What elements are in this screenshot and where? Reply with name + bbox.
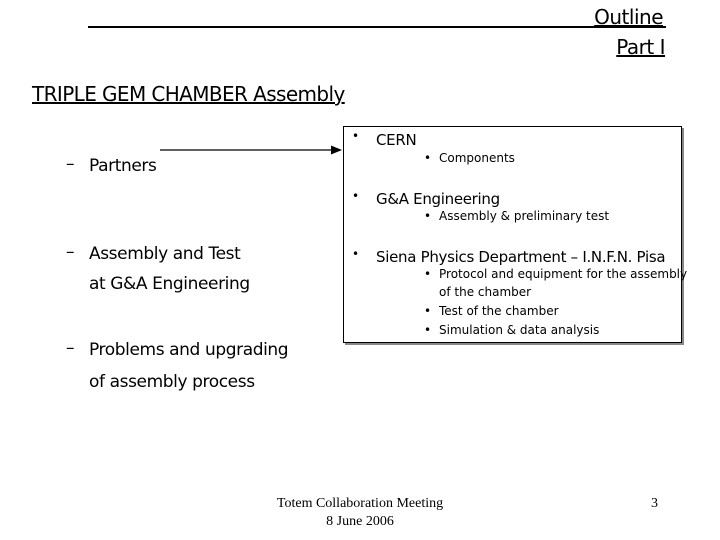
partner-siena-detail-3: Simulation & data analysis: [439, 323, 600, 337]
partner-ga: G&A Engineering: [376, 190, 500, 208]
item-partners: Partners: [89, 156, 157, 176]
footer-meeting: Totem Collaboration Meeting: [276, 496, 444, 511]
page-number: 3: [651, 496, 658, 511]
bullet-siena-detail-1: •: [424, 267, 432, 281]
partner-siena-detail-2: Test of the chamber: [439, 304, 559, 318]
bullet-cern-detail: •: [424, 151, 432, 165]
bullet-ga-detail: •: [424, 209, 432, 223]
partner-siena: Siena Physics Department – I.N.F.N. Pisa: [376, 248, 666, 266]
section-title: TRIPLE GEM CHAMBER Assembly: [32, 82, 345, 106]
item-problems-line1: Problems and upgrading: [89, 340, 289, 360]
dash-partners: –: [66, 154, 75, 174]
partner-siena-detail-1: Protocol and equipment for the assembly: [439, 267, 688, 281]
footer-date: 8 June 2006: [326, 514, 394, 529]
header-rule: [88, 26, 666, 28]
item-assembly-line1: Assembly and Test: [89, 244, 241, 264]
slide-subtitle: Part I: [616, 35, 665, 59]
partner-siena-detail-1b: of the chamber: [439, 285, 532, 299]
bullet-siena: •: [352, 247, 360, 261]
partner-cern-detail: Components: [439, 151, 515, 165]
bullet-siena-detail-3: •: [424, 323, 432, 337]
partner-ga-detail: Assembly & preliminary test: [439, 209, 610, 223]
slide-title: Outline: [594, 5, 663, 29]
dash-assembly: –: [66, 242, 75, 262]
bullet-siena-detail-2: •: [424, 304, 432, 318]
arrow-to-partners-box: [160, 143, 342, 157]
partner-cern: CERN: [376, 131, 417, 149]
item-assembly-line2: at G&A Engineering: [89, 274, 250, 294]
bullet-ga: •: [352, 189, 360, 203]
dash-problems: –: [66, 338, 75, 358]
bullet-cern: •: [352, 129, 360, 143]
item-problems-line2: of assembly process: [89, 372, 255, 392]
